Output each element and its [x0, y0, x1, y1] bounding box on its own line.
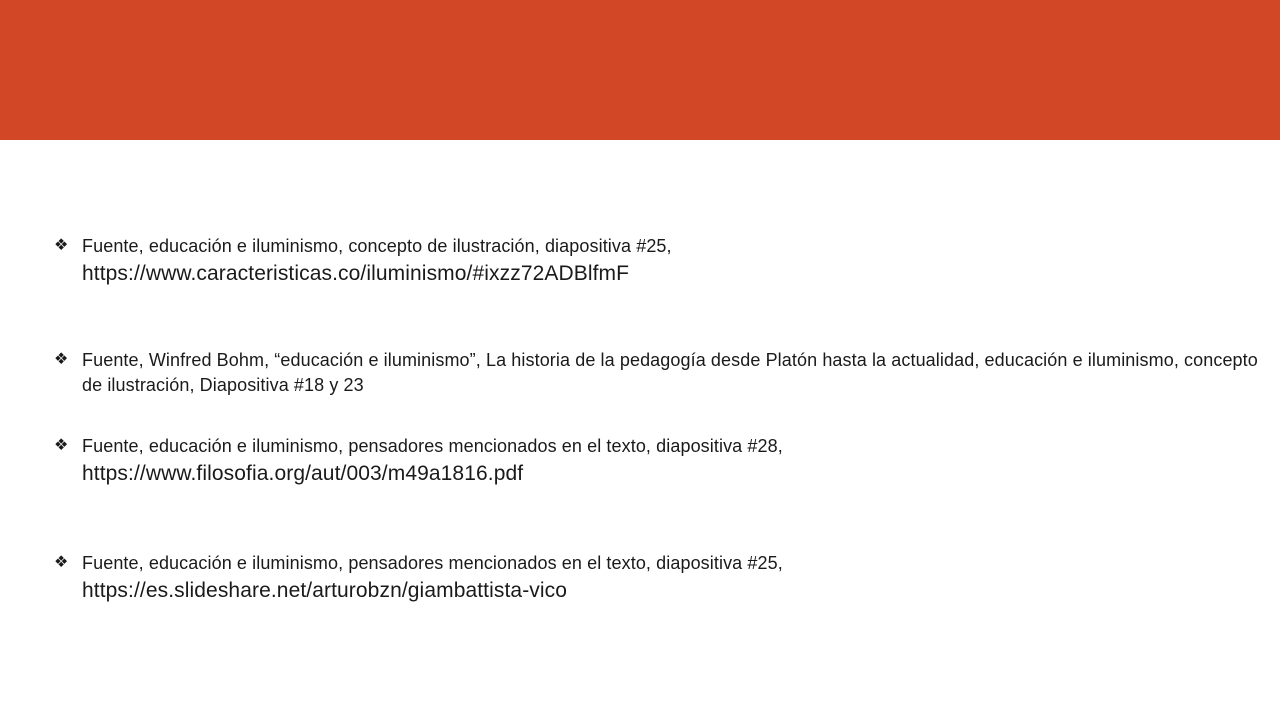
reference-item [54, 434, 1274, 489]
reference-text: Fuente, Winfred Bohm, “educación e iluminismo”, La historia de la pedagogía desde Platón hasta la actualidad, educación e iluminismo, concepto de ilustración, Diapositiva #18 y 23 [82, 350, 1258, 395]
reference-text: Fuente, educación e iluminismo, pensadores mencionados en el texto, diapositiva #25, [82, 553, 783, 573]
diamond-bullet-icon: ❖ [54, 554, 69, 571]
reference-item [54, 234, 1274, 289]
reference-url-link[interactable]: https://www.filosofia.org/aut/003/m49a1816.pdf [82, 462, 524, 485]
diamond-bullet-icon: ❖ [54, 351, 69, 368]
header-band [0, 0, 1280, 140]
reference-item [54, 348, 1274, 398]
reference-text: Fuente, educación e iluminismo, pensadores mencionados en el texto, diapositiva #28, [82, 436, 783, 456]
diamond-bullet-icon: ❖ [54, 237, 69, 254]
diamond-bullet-icon: ❖ [54, 437, 69, 454]
reference-item [54, 551, 1274, 606]
reference-text: Fuente, educación e iluminismo, concepto de ilustración, diapositiva #25, [82, 236, 672, 256]
reference-url-link[interactable]: https://es.slideshare.net/arturobzn/giambattista-vico [82, 579, 568, 602]
reference-url-link[interactable]: https://www.caracteristicas.co/iluminismo/#ixzz72ADBlfmF [82, 262, 630, 285]
